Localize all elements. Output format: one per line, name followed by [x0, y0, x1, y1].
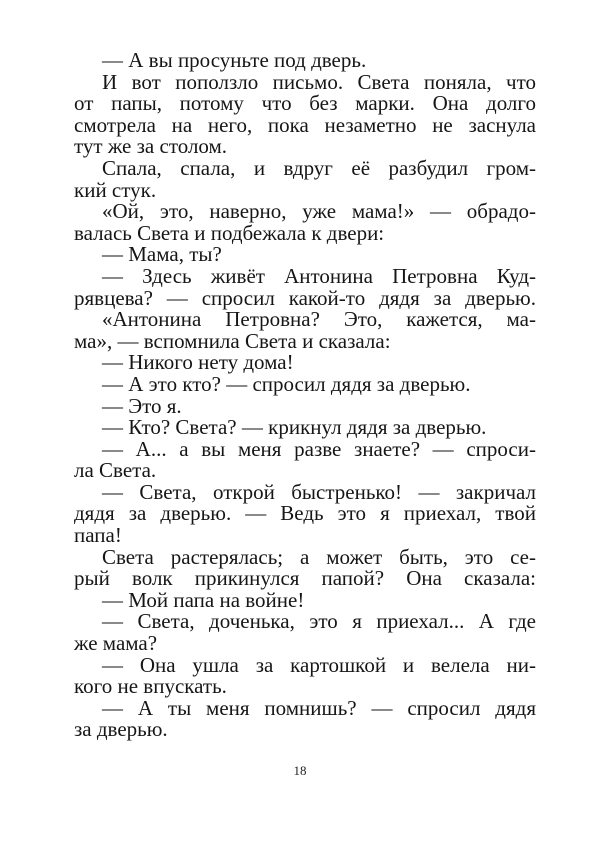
text-line: — А... а вы меня разве знаете? — спроси- — [102, 436, 536, 461]
text-line: от папы, потому что без марки. Она долго — [74, 91, 536, 116]
text-line: — Никого нету дома! — [102, 350, 294, 375]
text-line: — А ты меня помнишь? — спросил дядя — [102, 695, 536, 720]
text-line: «Ой, это, наверно, уже мама!» — обрадо- — [102, 199, 536, 224]
text-line: валась Света и подбежала к двери: — [74, 220, 385, 245]
text-line: рявцева? — спросил какой-то дядя за дверью. — [74, 285, 536, 310]
text-line: папа! — [74, 523, 122, 548]
text-line: ма», — вспомнила Света и сказала: — [74, 328, 391, 353]
text-line: рый волк прикинулся папой? Она сказала: — [74, 566, 536, 591]
text-line: — А это кто? — спросил дядя за дверью. — [102, 371, 471, 396]
text-line: же мама? — [74, 631, 158, 656]
text-line: кий стук. — [74, 177, 157, 202]
text-line: — А вы просуньте под дверь. — [102, 48, 367, 72]
text-line: Спала, спала, и вдруг её разбудил гром- — [102, 155, 536, 180]
text-line: — Мама, ты? — [102, 242, 222, 267]
text-line: — Света, доченька, это я приехал... А где — [102, 609, 536, 634]
text-line: смотрела на него, пока незаметно не заснула — [74, 112, 536, 137]
text-line: тут же за столом. — [74, 134, 228, 159]
text-line: — Она ушла за картошкой и велела ни- — [102, 652, 536, 677]
text-line: — Здесь живёт Антонина Петровна Куд- — [102, 263, 536, 288]
text-line: — Мой папа на войне! — [102, 587, 305, 612]
text-line: — Это я. — [102, 393, 182, 418]
text-line: И вот поползло письмо. Света поняла, что — [102, 69, 536, 94]
text-line: Света растерялась; а может быть, это се- — [102, 544, 536, 569]
text-line: — Света, открой быстренько! — закричал — [102, 479, 536, 504]
page-number: 18 — [293, 763, 307, 778]
body-text — [74, 50, 536, 741]
text-line: за дверью. — [74, 717, 168, 742]
text-line: дядя за дверью. — Ведь это я приехал, твой — [74, 501, 536, 526]
text-line: «Антонина Петровна? Это, кажется, ма- — [102, 307, 536, 332]
text-line: ла Света. — [74, 458, 157, 483]
text-line: кого не впускать. — [74, 674, 227, 699]
text-line: — Кто? Света? — крикнул дядя за дверью. — [102, 415, 487, 440]
